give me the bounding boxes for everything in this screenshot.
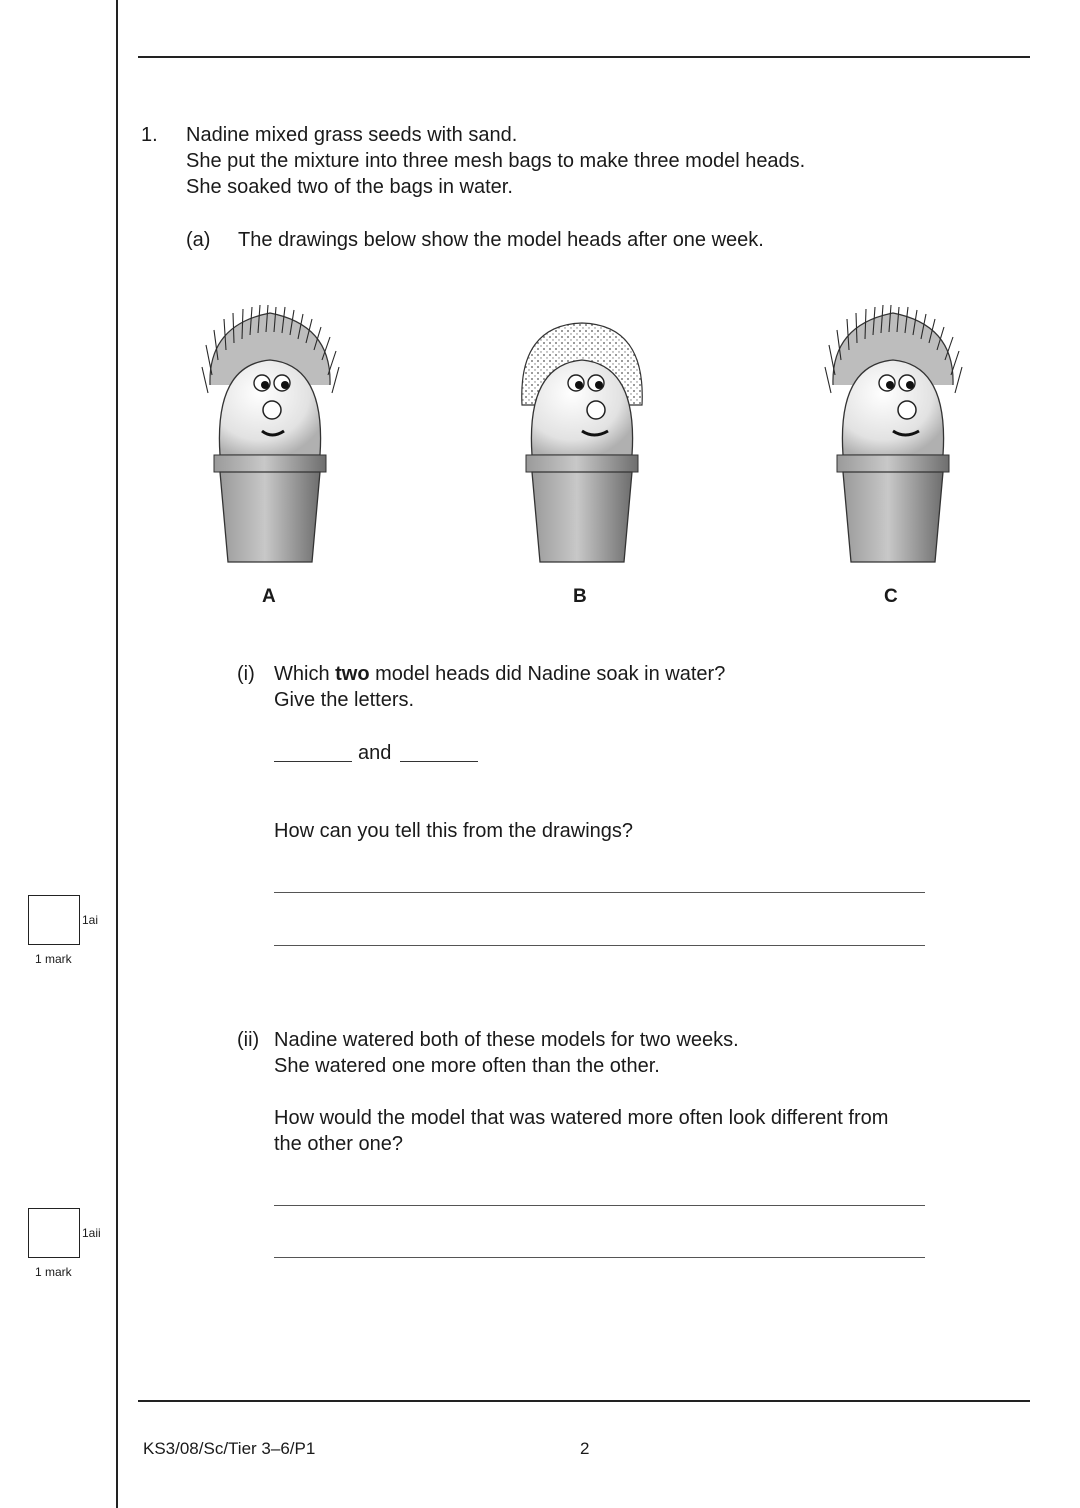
figure-label-c: C [884, 586, 898, 607]
mark-value-1aii: 1 mark [35, 1265, 72, 1279]
answer-line[interactable] [274, 1257, 925, 1258]
sub-ii-line-1: Nadine watered both of these models for two weeks. [274, 1029, 739, 1051]
mark-box-1ai[interactable] [28, 895, 80, 945]
question-stem [186, 122, 805, 200]
answer-blank-letter-1[interactable] [274, 761, 352, 762]
mark-code-1aii: 1aii [82, 1226, 101, 1240]
stem-line-1: Nadine mixed grass seeds with sand. [186, 124, 518, 146]
sub-question-ii-text [274, 1027, 739, 1079]
answer-line[interactable] [274, 892, 925, 893]
sub-ii-question-line-2: the other one? [274, 1133, 403, 1155]
sub-ii-question-line-1: How would the model that was watered more often look different from [274, 1107, 889, 1129]
sub-question-i-label: (i) [237, 663, 255, 685]
part-a-text: The drawings below show the model heads after one week. [238, 229, 764, 251]
mark-code-1ai: 1ai [82, 913, 99, 927]
sub-question-i-text [274, 661, 725, 713]
footer-paper-code: KS3/08/Sc/Tier 3–6/P1 [143, 1439, 316, 1458]
answer-blank-letter-2[interactable] [400, 761, 478, 762]
sub-ii-question [274, 1105, 888, 1157]
model-head-c [823, 305, 963, 565]
mark-box-1aii[interactable] [28, 1208, 80, 1258]
sub-i-line-2: Give the letters. [274, 689, 415, 711]
sub-i-followup-question: How can you tell this from the drawings? [274, 820, 634, 842]
question-number: 1. [141, 124, 158, 146]
top-rule [138, 56, 1030, 58]
page-number: 2 [580, 1439, 590, 1458]
sub-i-text-start: Which [274, 663, 336, 685]
figure-label-b: B [573, 586, 587, 607]
sub-ii-line-2: She watered one more often than the other. [274, 1055, 660, 1077]
figure-label-a: A [262, 586, 276, 607]
answer-line[interactable] [274, 1205, 925, 1206]
answer-line[interactable] [274, 945, 925, 946]
stem-line-3: She soaked two of the bags in water. [186, 176, 513, 198]
bottom-rule [138, 1400, 1030, 1402]
mark-value-1ai: 1 mark [35, 952, 72, 966]
stem-line-2: She put the mixture into three mesh bags to make three model heads. [186, 150, 806, 172]
sub-i-bold-word: two [335, 663, 370, 685]
left-margin-rule [116, 0, 118, 1508]
model-head-a [200, 305, 340, 565]
sub-question-ii-label: (ii) [237, 1029, 260, 1051]
sub-i-text-end: model heads did Nadine soak in water? [369, 663, 726, 685]
model-head-b [512, 305, 652, 565]
and-word: and [358, 742, 392, 764]
part-a-label: (a) [186, 229, 211, 251]
